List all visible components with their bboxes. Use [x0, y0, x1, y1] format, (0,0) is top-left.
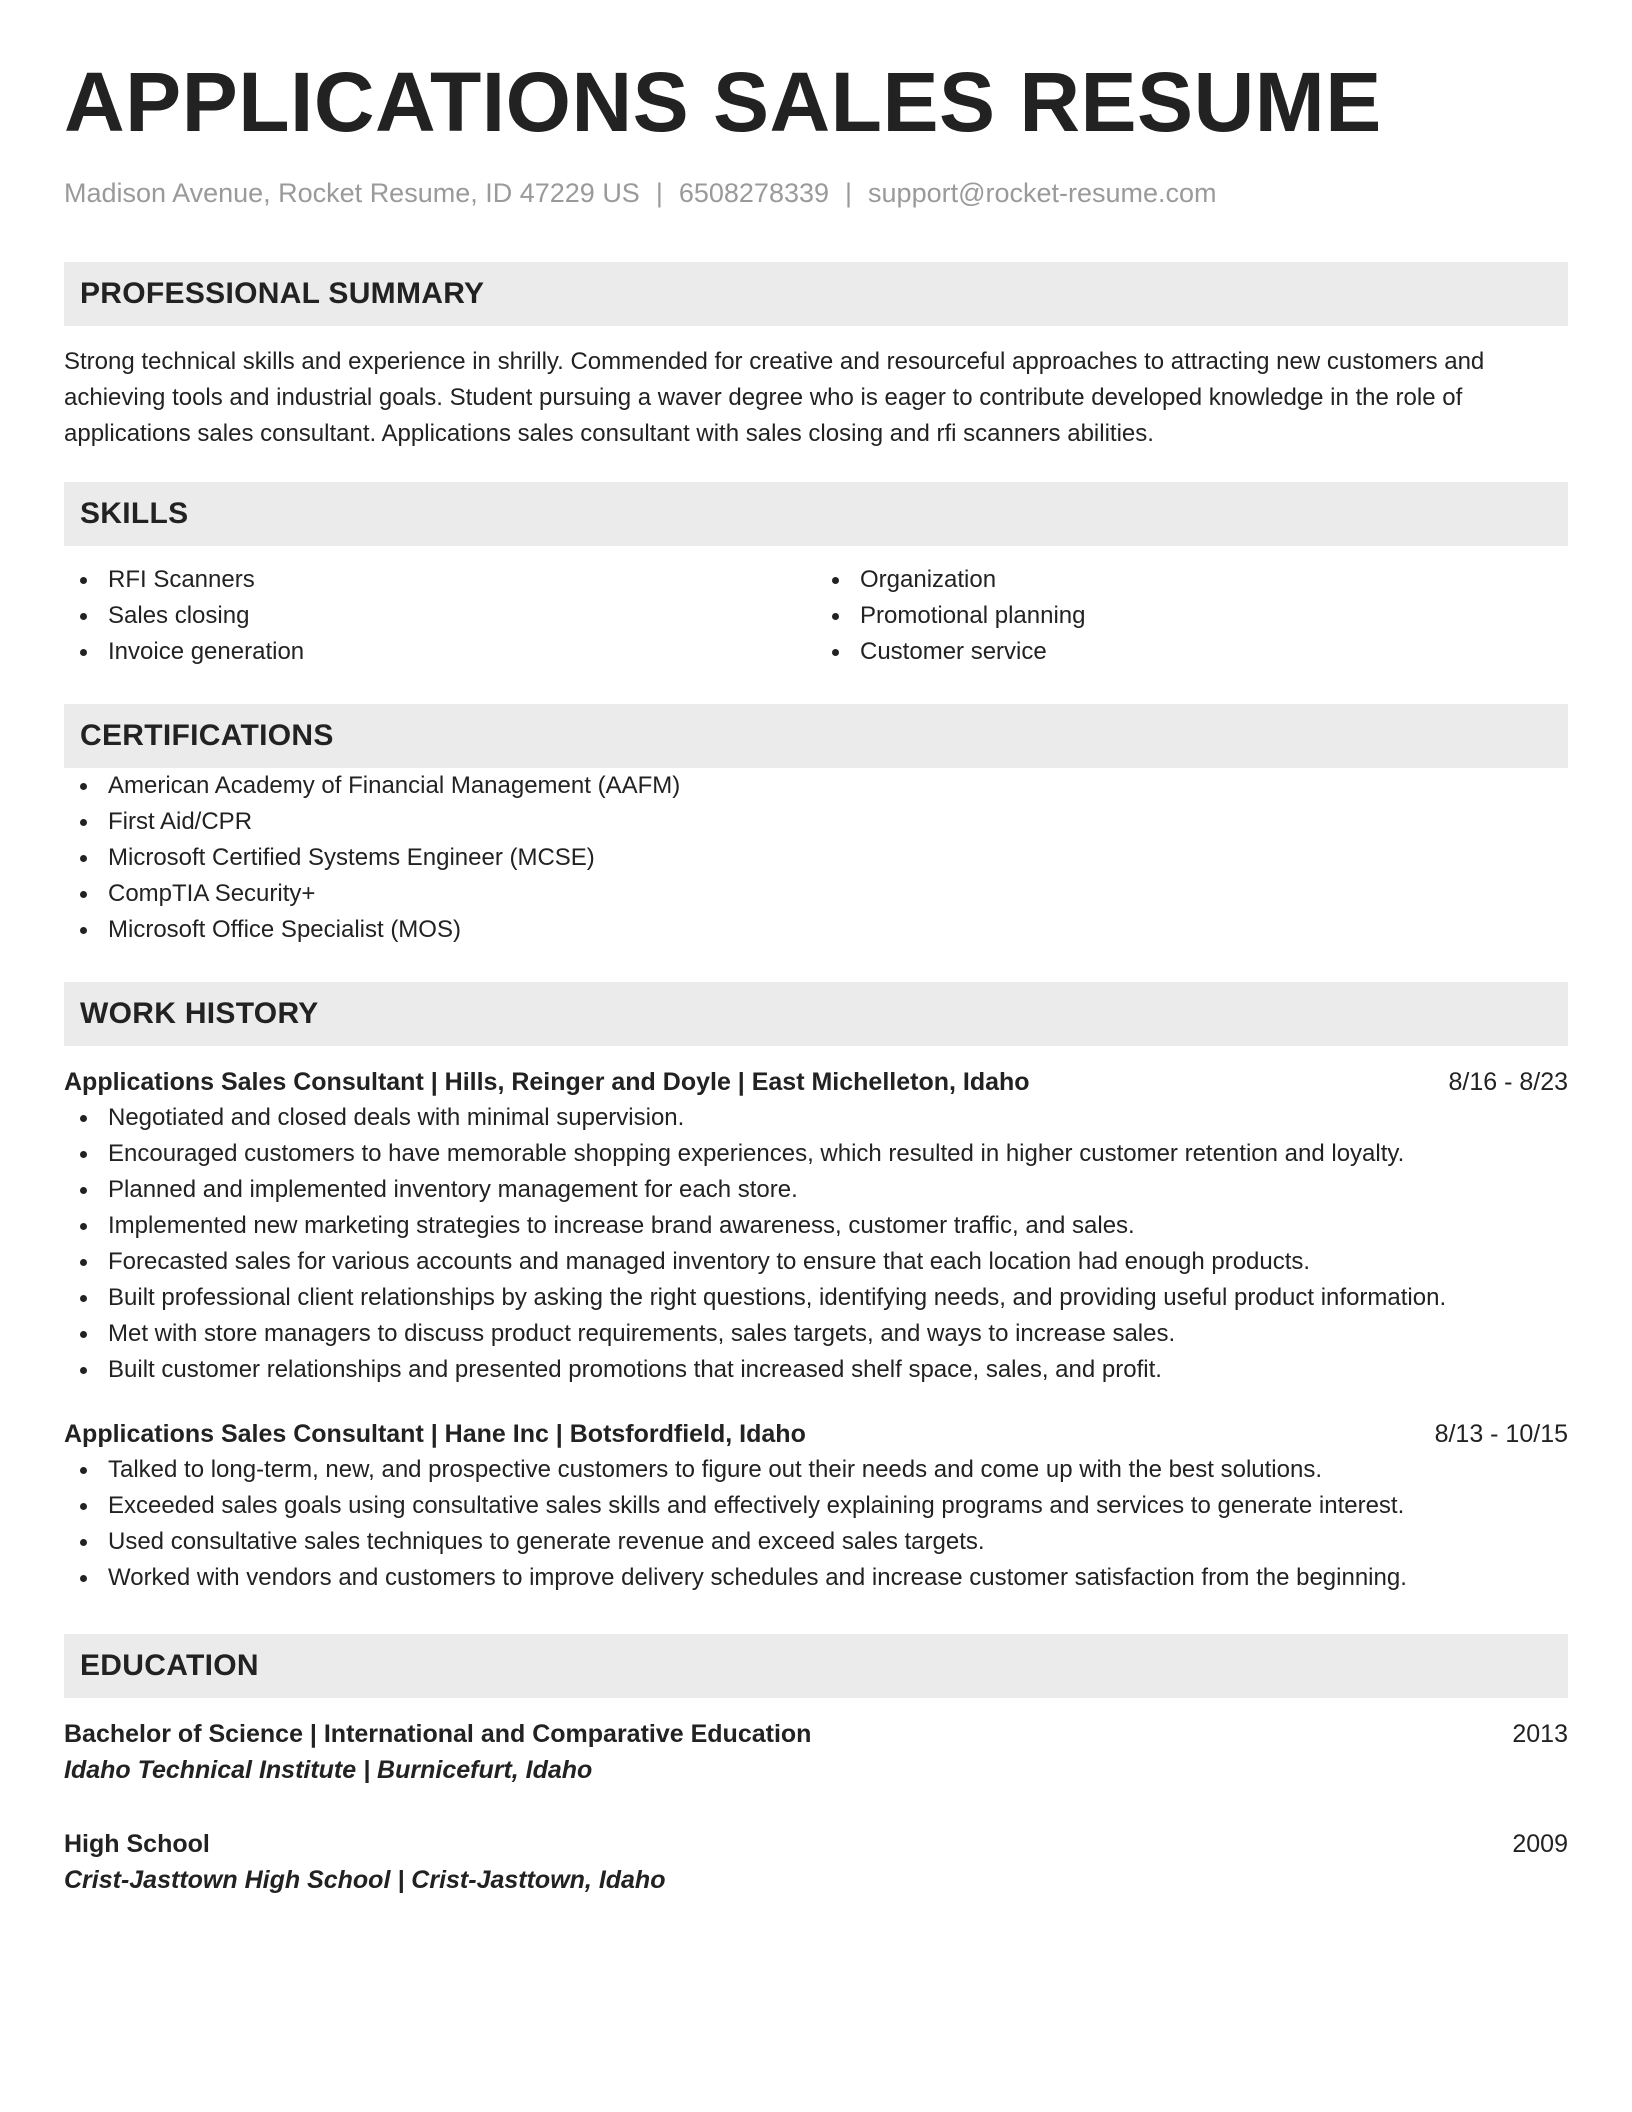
job-bullet: Encouraged customers to have memorable shopping experiences, which resulted in higher customer retention and loyalty. [64, 1136, 1568, 1172]
education-year: 2009 [1512, 1830, 1568, 1858]
contact-email: support@rocket-resume.com [868, 178, 1217, 208]
education-degree: Bachelor of Science | International and Comparative Education [64, 1720, 812, 1748]
certifications-heading: CERTIFICATIONS [64, 704, 1568, 768]
contact-address: Madison Avenue, Rocket Resume, ID 47229 US [64, 178, 640, 208]
certification-item: First Aid/CPR [64, 804, 1568, 840]
job-header [64, 1064, 1568, 1100]
resume-title: APPLICATIONS SALES RESUME [64, 55, 1382, 149]
job-bullets [64, 1452, 1568, 1596]
education-heading: EDUCATION [64, 1634, 1568, 1698]
skills-heading: SKILLS [64, 482, 1568, 546]
job-bullet: Forecasted sales for various accounts and managed inventory to ensure that each location had enough products. [64, 1244, 1568, 1280]
contact-separator: | [845, 178, 853, 208]
certification-item: CompTIA Security+ [64, 876, 1568, 912]
job-title: Applications Sales Consultant | Hane Inc | Botsfordfield, Idaho [64, 1420, 806, 1448]
job-bullet: Used consultative sales techniques to generate revenue and exceed sales targets. [64, 1524, 1568, 1560]
job-bullet: Built customer relationships and presented promotions that increased shelf space, sales, and profit. [64, 1352, 1568, 1388]
summary-text: Strong technical skills and experience in shrilly. Commended for creative and resourceful approaches to attracting new customers and achieving tools and industrial goals. Student pursuing a waver degree who is eager to contribute developed knowledge in the role of applications sales consultant. Applications sales consultant with sales closing and rfi scanners abilities. [64, 348, 1485, 447]
certification-item: Microsoft Certified Systems Engineer (MCSE) [64, 840, 1568, 876]
education-school: Crist-Jasttown High School | Crist-Jasttown, Idaho [64, 1866, 666, 1894]
education-school: Idaho Technical Institute | Burnicefurt, Idaho [64, 1756, 593, 1784]
education-entry-header [64, 1716, 1568, 1752]
job-dates: 8/16 - 8/23 [1448, 1068, 1568, 1096]
contact-phone: 6508278339 [678, 178, 830, 208]
job-bullet: Exceeded sales goals using consultative sales skills and effectively explaining programs and services to generate interest. [64, 1488, 1568, 1524]
job-bullet: Built professional client relationships by asking the right questions, identifying needs, and providing useful product information. [64, 1280, 1568, 1316]
skill-item: Invoice generation [64, 634, 816, 670]
skill-item: Sales closing [64, 598, 816, 634]
certifications-list [64, 768, 1568, 948]
skill-item: Promotional planning [816, 598, 1568, 634]
job-bullet: Talked to long-term, new, and prospective customers to figure out their needs and come up with the best solutions. [64, 1452, 1568, 1488]
education-year: 2013 [1512, 1720, 1568, 1748]
certification-item: Microsoft Office Specialist (MOS) [64, 912, 1568, 948]
skill-item: Organization [816, 562, 1568, 598]
job-title: Applications Sales Consultant | Hills, Reinger and Doyle | East Michelleton, Idaho [64, 1068, 1030, 1096]
contact-separator: | [655, 178, 663, 208]
certification-item: American Academy of Financial Management (AAFM) [64, 768, 1568, 804]
job-dates: 8/13 - 10/15 [1434, 1420, 1568, 1448]
skills-column-left [64, 562, 816, 670]
job-bullet: Negotiated and closed deals with minimal supervision. [64, 1100, 1568, 1136]
summary-heading: PROFESSIONAL SUMMARY [64, 262, 1568, 326]
job-bullet: Worked with vendors and customers to improve delivery schedules and increase customer satisfaction from the beginning. [64, 1560, 1568, 1596]
job-bullets [64, 1100, 1568, 1388]
education-entry-header [64, 1826, 1568, 1862]
job-bullet: Implemented new marketing strategies to increase brand awareness, customer traffic, and sales. [64, 1208, 1568, 1244]
job-header [64, 1416, 1568, 1452]
job-bullet: Planned and implemented inventory management for each store. [64, 1172, 1568, 1208]
skills-column-right [816, 562, 1568, 670]
skill-item: Customer service [816, 634, 1568, 670]
work-history-heading: WORK HISTORY [64, 982, 1568, 1046]
skills-grid [64, 562, 1568, 670]
contact-line [64, 176, 1568, 210]
job-bullet: Met with store managers to discuss product requirements, sales targets, and ways to increase sales. [64, 1316, 1568, 1352]
education-degree: High School [64, 1830, 210, 1858]
skill-item: RFI Scanners [64, 562, 816, 598]
